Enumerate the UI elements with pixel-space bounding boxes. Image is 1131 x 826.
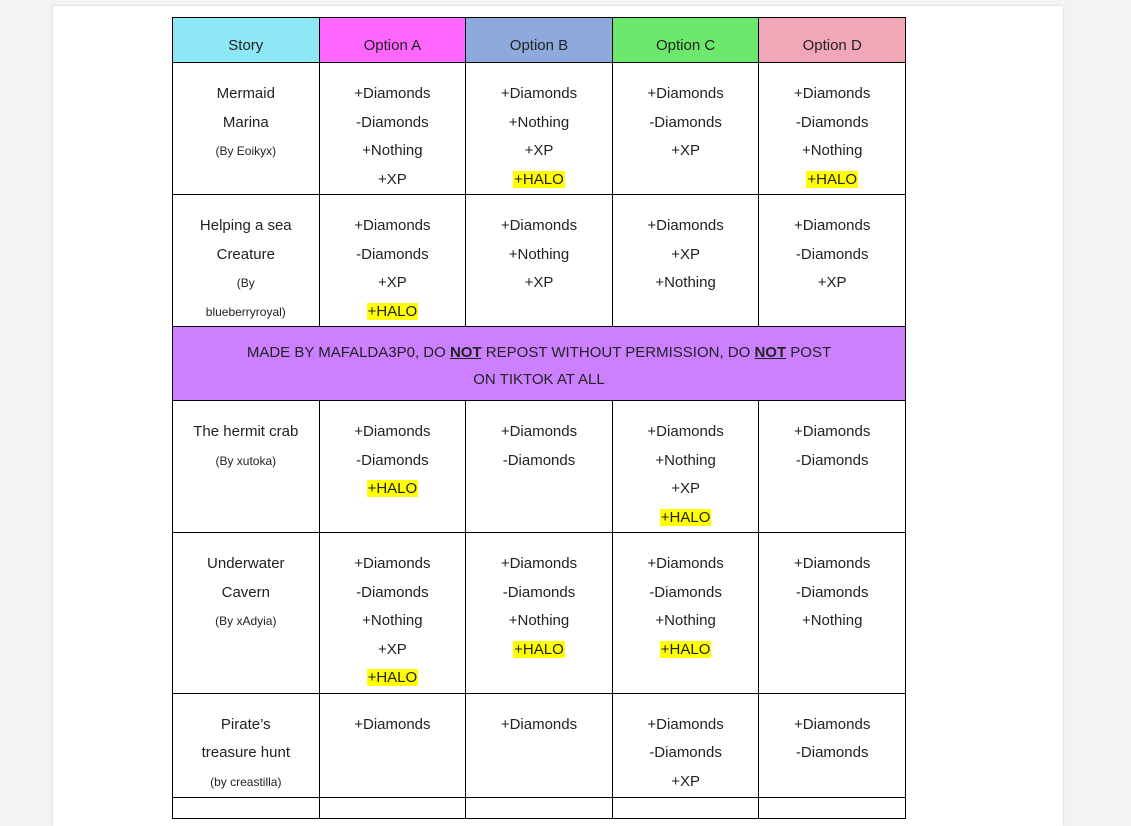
outcome: -Diamonds <box>649 583 722 601</box>
story-title: Underwater <box>207 555 285 572</box>
outcome: -Diamonds <box>795 583 869 601</box>
story-cell[interactable] <box>173 533 320 694</box>
halo-highlight: +HALO <box>660 640 711 658</box>
outcome: +XP <box>378 274 407 291</box>
story-author: (By xutoka) <box>215 453 277 468</box>
story-author: (By xAdyia) <box>215 614 277 628</box>
outcome: +Diamonds <box>794 715 871 733</box>
option-b-cell[interactable] <box>466 797 613 818</box>
outcome: +Diamonds <box>500 85 578 102</box>
outcome: +Diamonds <box>647 715 724 733</box>
option-a-cell[interactable] <box>319 797 466 818</box>
outcome: +Diamonds <box>794 85 871 102</box>
option-c-cell[interactable] <box>612 63 759 195</box>
header-option-c[interactable]: Option C <box>612 18 759 63</box>
story-title: The hermit crab <box>193 423 299 440</box>
outcome: -Diamonds <box>649 113 722 131</box>
story-cell[interactable] <box>173 195 320 327</box>
outcome: +Diamonds <box>500 555 578 572</box>
outcome: +Diamonds <box>354 715 431 733</box>
option-c-cell[interactable] <box>612 401 759 533</box>
option-c-cell[interactable] <box>612 195 759 327</box>
outcome: +Diamonds <box>794 423 871 440</box>
outcome: -Diamonds <box>356 451 429 469</box>
outcome: +Diamonds <box>500 217 578 234</box>
option-c-cell[interactable] <box>612 693 759 797</box>
outcome: -Diamonds <box>649 744 722 761</box>
outcome: +Diamonds <box>354 85 431 102</box>
banner-text: ON TIKTOK AT ALL <box>473 370 605 388</box>
outcome: +Diamonds <box>354 555 431 572</box>
outcome: +Diamonds <box>794 555 871 572</box>
outcome: -Diamonds <box>356 245 429 263</box>
halo-highlight: +HALO <box>514 640 564 658</box>
option-a-cell[interactable] <box>319 533 466 694</box>
outcome: +Nothing <box>801 612 863 629</box>
option-b-cell[interactable] <box>466 533 613 694</box>
option-a-cell[interactable] <box>319 63 466 195</box>
outcome: +Diamonds <box>647 423 724 440</box>
story-title: Helping a sea <box>199 217 292 234</box>
header-row <box>173 18 906 63</box>
banner-text: POST <box>786 343 832 361</box>
outcome: -Diamonds <box>356 113 429 131</box>
option-d-cell[interactable] <box>759 797 906 818</box>
outcome: -Diamonds <box>795 744 869 761</box>
story-cell[interactable] <box>173 693 320 797</box>
option-a-cell[interactable] <box>319 195 466 327</box>
outcome: +XP <box>524 274 554 291</box>
outcome: +Diamonds <box>794 217 871 234</box>
outcome: -Diamonds <box>795 113 869 131</box>
story-title: treasure hunt <box>201 744 290 761</box>
document-page <box>53 6 1063 826</box>
outcome: -Diamonds <box>356 583 429 601</box>
table-row <box>173 797 906 818</box>
outcome: +Nothing <box>655 274 716 291</box>
option-d-cell[interactable] <box>759 195 906 327</box>
story-cell[interactable] <box>173 797 320 818</box>
table-row <box>173 533 906 694</box>
option-b-cell[interactable] <box>466 693 613 797</box>
outcome: +Diamonds <box>647 85 724 102</box>
outcome: +XP <box>817 274 847 291</box>
table-row <box>173 63 906 195</box>
header-story[interactable]: Story <box>173 18 320 63</box>
outcome: -Diamonds <box>795 245 869 263</box>
halo-highlight: +HALO <box>660 508 711 526</box>
option-c-cell[interactable] <box>612 533 759 694</box>
banner-not: NOT <box>449 343 482 361</box>
outcome: +Diamonds <box>354 423 431 440</box>
outcome: +Diamonds <box>500 715 578 733</box>
story-author: (by creastilla) <box>210 774 282 789</box>
outcome: +XP <box>524 142 554 159</box>
option-b-cell[interactable] <box>466 195 613 327</box>
outcome: +Nothing <box>655 451 716 469</box>
story-title: Creature <box>216 245 275 263</box>
option-d-cell[interactable] <box>759 693 906 797</box>
option-d-cell[interactable] <box>759 533 906 694</box>
story-author: blueberryroyal) <box>205 304 286 319</box>
halo-highlight: +HALO <box>367 669 418 686</box>
outcome: +Nothing <box>508 245 570 263</box>
story-cell[interactable] <box>173 401 320 533</box>
banner-row <box>173 327 906 401</box>
banner-text: MADE BY MAFALDA3P0, DO <box>246 343 450 361</box>
outcome: +XP <box>671 480 700 497</box>
option-c-cell[interactable] <box>612 797 759 818</box>
story-author: (By Eoikyx) <box>215 144 277 158</box>
outcome: +Nothing <box>801 142 863 159</box>
story-author: (By <box>236 276 255 290</box>
outcome: +Nothing <box>508 113 570 131</box>
outcome: -Diamonds <box>795 451 869 469</box>
halo-highlight: +HALO <box>514 170 564 188</box>
story-title: Marina <box>222 113 269 131</box>
banner-text: REPOST WITHOUT PERMISSION, DO <box>481 343 755 361</box>
outcome: +Diamonds <box>354 217 431 234</box>
story-title: Mermaid <box>216 85 275 102</box>
outcome: +Diamonds <box>647 217 724 234</box>
table-row <box>173 693 906 797</box>
outcome: +Nothing <box>655 612 716 629</box>
outcome: +Diamonds <box>647 555 724 572</box>
copyright-banner[interactable] <box>173 327 906 401</box>
outcome: +Nothing <box>508 612 570 629</box>
story-title: Pirate’s <box>220 715 271 733</box>
option-d-cell[interactable] <box>759 401 906 533</box>
halo-highlight: +HALO <box>807 170 857 188</box>
halo-highlight: +HALO <box>367 302 418 320</box>
story-title: Cavern <box>221 583 270 601</box>
outcome: +XP <box>671 142 700 159</box>
outcome: +XP <box>671 772 700 790</box>
header-option-a[interactable]: Option A <box>319 18 466 63</box>
outcome: +XP <box>378 640 407 658</box>
banner-not: NOT <box>754 343 787 361</box>
outcome: +Nothing <box>362 612 423 629</box>
option-a-cell[interactable] <box>319 401 466 533</box>
story-options-table <box>172 17 906 819</box>
halo-highlight: +HALO <box>367 480 418 497</box>
option-b-cell[interactable] <box>466 401 613 533</box>
option-d-cell[interactable] <box>759 63 906 195</box>
outcome: -Diamonds <box>502 583 576 601</box>
header-option-d[interactable]: Option D <box>759 18 906 63</box>
outcome: +Nothing <box>362 142 423 159</box>
option-a-cell[interactable] <box>319 693 466 797</box>
outcome: +XP <box>378 170 407 188</box>
option-b-cell[interactable] <box>466 63 613 195</box>
table-row <box>173 195 906 327</box>
header-option-b[interactable]: Option B <box>466 18 613 63</box>
outcome: -Diamonds <box>502 451 576 469</box>
outcome: +XP <box>671 245 700 263</box>
outcome: +Diamonds <box>500 423 578 440</box>
story-cell[interactable] <box>173 63 320 195</box>
table-row <box>173 401 906 533</box>
